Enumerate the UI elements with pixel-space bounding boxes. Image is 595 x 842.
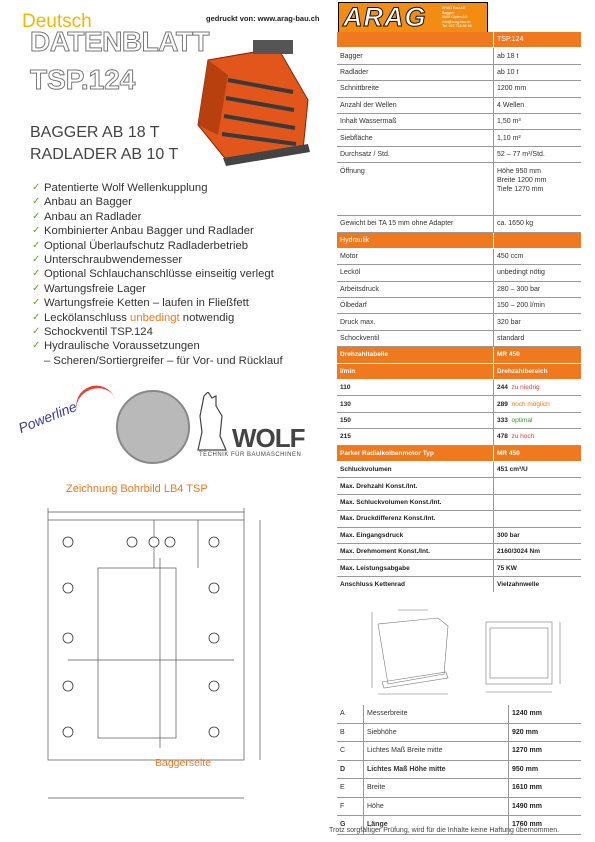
- logo-brand: ARAG: [343, 2, 427, 32]
- drill-pattern-drawing: [20, 498, 270, 818]
- feature-list: [32, 181, 342, 368]
- table-row: Ölbedarf 150 – 200 l/min: [337, 298, 581, 314]
- language-label: Deutsch: [22, 11, 92, 32]
- drawing-title: Zeichnung Bohrbild LB4 TSP: [66, 483, 208, 495]
- table-row: Max. Drehmoment Konst./Int. 2160/3024 Nm: [337, 543, 581, 559]
- table-row: Schluckvolumen 451 cm³/U: [337, 461, 581, 477]
- table-row: D Lichtes Maß Höhe mitte 950 mm: [337, 760, 581, 779]
- table-row: C Lichtes Maß Breite mitte 1270 mm: [337, 742, 581, 761]
- table-row: Durchsatz / Std. 52 – 77 m³/Std.: [337, 146, 581, 162]
- drawing-side-label: Baggerseite: [155, 757, 212, 769]
- table-row: l/min Drehzahlbereich: [337, 363, 581, 379]
- quality-seal-icon: [116, 390, 190, 464]
- table-row: Schockventil standard: [337, 330, 581, 346]
- subtitle-bagger: BAGGER AB 18 T: [30, 124, 160, 141]
- table-row: B Siebhöhe 920 mm: [337, 723, 581, 742]
- table-row: 150 333 optimal: [337, 412, 581, 428]
- table-row: Arbeitsdruck 280 – 300 bar: [337, 281, 581, 297]
- table-row: TSP.124: [337, 32, 581, 48]
- table-row: Max. Drehzahl Konst./Int.: [337, 478, 581, 494]
- wolf-tagline: TECHNIK FÜR BAUMASCHINEN: [199, 452, 302, 458]
- list-item: ✓ Hydraulische Voraussetzungen: [32, 339, 342, 353]
- powerline-logo: Powerline: [16, 398, 80, 436]
- table-row: Siebfläche 1,10 m²: [337, 130, 581, 146]
- list-item-sub: – Scheren/Sortiergreifer – für Vor- und Rücklauf: [44, 354, 283, 367]
- wolf-figure-icon: [194, 392, 230, 454]
- list-item: ✓ Patentierte Wolf Wellenkupplung: [32, 181, 342, 195]
- table-row: Max. Eingangsdruck 300 bar: [337, 527, 581, 543]
- wolf-logo: WOLF: [232, 423, 305, 453]
- table-row: Motor 450 ccm: [337, 248, 581, 264]
- table-row: Parker Radialkolbenmotor Typ MR 450: [337, 445, 581, 461]
- table-row: Max. Leistungsabgabe 75 KW: [337, 560, 581, 576]
- table-row: Öffnung Höhe 950 mm Breite 1200 mm Tiefe 1270 mm: [337, 163, 581, 216]
- list-item: ✓ Unterschraubwendemesser: [32, 253, 342, 267]
- table-row: Anschluss Kettenrad Vielzahnwelle: [337, 576, 581, 592]
- table-row: Hydraulik: [337, 232, 581, 248]
- table-row: Anzahl der Wellen 4 Wellen: [337, 97, 581, 113]
- list-item: ✓ Optional Überlaufschutz Radladerbetrieb: [32, 239, 342, 253]
- table-row: A Messerbreite 1240 mm: [337, 705, 581, 723]
- list-item: ✓ Leckölanschluss unbedingt notwendig: [32, 311, 342, 325]
- disclaimer: Trotz sorgfältiger Prüfung, wird für die Inhalte keine Haftung übernommen.: [329, 827, 560, 834]
- table-row: G Länge 1760 mm: [337, 816, 581, 835]
- table-row: 110 244 zu niedrig: [337, 380, 581, 396]
- subtitle-radlader: RADLADER AB 10 T: [30, 146, 179, 163]
- table-row: Bagger ab 18 t: [337, 48, 581, 64]
- table-row: Inhalt Wassermaß 1,50 m³: [337, 113, 581, 129]
- list-item: ✓ Anbau an Radlader: [32, 210, 342, 224]
- table-row: Radlader ab 10 t: [337, 64, 581, 80]
- table-row: 130 289 noch möglich: [337, 396, 581, 412]
- bucket-dimension-drawing: [368, 604, 573, 699]
- spec-table: [337, 32, 581, 592]
- table-row: E Breite 1610 mm: [337, 779, 581, 798]
- table-row: Schnittbreite 1200 mm: [337, 81, 581, 97]
- table-row: Drehzahltabelle MR 450: [337, 347, 581, 363]
- table-row: Gewicht bei TA 15 mm ohne Adapter ca. 1650 kg: [337, 216, 581, 232]
- list-item: ✓ Wartungsfreie Ketten – laufen in Fließfett: [32, 296, 342, 310]
- list-item: ✓ Anbau an Bagger: [32, 195, 342, 209]
- list-item: ✓ Schockventil TSP.124: [32, 325, 342, 339]
- table-row: 215 478 zu hoch: [337, 429, 581, 445]
- table-row: Max. Druckdifferenz Konst./Int.: [337, 511, 581, 527]
- page-title: DATENBLATT: [30, 26, 210, 57]
- printed-from[interactable]: gedruckt von: www.arag-bau.ch: [206, 14, 320, 23]
- table-row: Lecköl unbedingt nötig: [337, 265, 581, 281]
- logo-address: ARAG Bau AG Baggen 8608 Gipfen AG info@arag-bau.ch Tel. 062 716 88 88: [442, 6, 472, 29]
- list-item: ✓ Kombinierter Anbau Bagger und Radlader: [32, 224, 342, 238]
- model-title: TSP.124: [30, 64, 136, 95]
- list-item: ✓ Wartungsfreie Lager: [32, 282, 342, 296]
- screening-bucket-illustration: [168, 40, 328, 170]
- dimensions-table: [337, 705, 581, 835]
- table-row: F Höhe 1490 mm: [337, 797, 581, 816]
- table-row: Druck max. 320 bar: [337, 314, 581, 330]
- table-row: Max. Schluckvolumen Konst./Int.: [337, 494, 581, 510]
- list-item: ✓ Optional Schlauchanschlüsse einseitig verlegt: [32, 267, 342, 281]
